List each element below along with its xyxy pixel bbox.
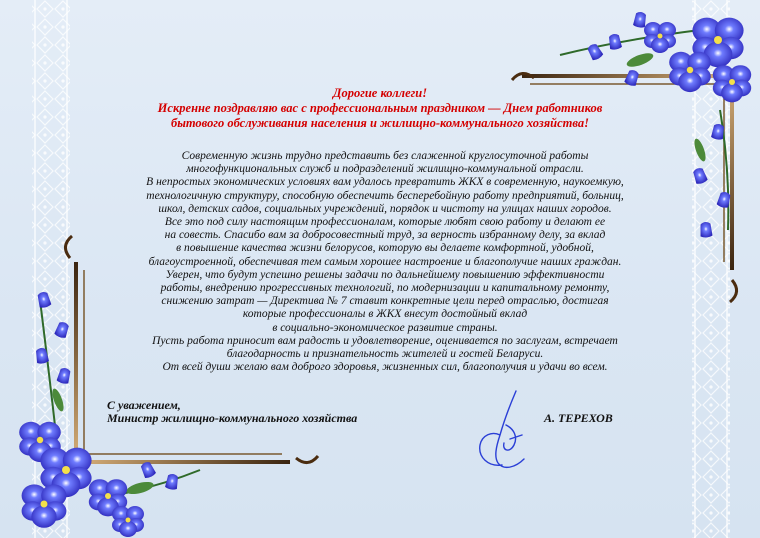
body-line: в социально-экономическое развитие страны.: [272, 321, 498, 334]
body-line: Современную жизнь трудно представить без слаженной круглосуточной работы: [181, 150, 589, 162]
body-line: на совесть. Спасибо вам за добросовестный труд, за верность избранному делу, за вклад: [164, 229, 606, 242]
letter-body: [95, 150, 675, 374]
body-line: в повышение качества жизни белорусов, которую вы делаете комфортной, удобной,: [176, 242, 594, 255]
body-line: В непростых экономических условиях вам удалось превратить ЖКХ в современную, наукоемкую,: [146, 176, 624, 189]
greeting-line-2: Искренне поздравляю вас с профессиональным праздником — Днем работников: [157, 101, 603, 115]
body-line: От всей души желаю вам доброго здоровья, жизненных сил, благополучия и удачи во всем.: [162, 361, 608, 374]
handwritten-signature: [470, 385, 550, 475]
body-line: работы, внедрению прогрессивных технологий, по модернизации и капитальному ремонту,: [160, 282, 610, 295]
greeting-line-3: бытового обслуживания населения и жилищно-коммунального хозяйства!: [170, 116, 590, 130]
greeting-salutation: Дорогие коллеги!: [332, 86, 428, 100]
minister-name: А. ТЕРЕХОВ: [544, 411, 613, 425]
body-line: благоустроенной, обеспечивая тем самым хорошее настроение и благополучие наших граждан.: [148, 255, 622, 268]
body-line: многофункциональных служб и подразделений жилищно-коммунальной отрасли.: [186, 163, 584, 176]
body-line: Пусть работа приносит вам радость и удовлетворение, оценивается по заслугам, встречает: [152, 334, 618, 347]
body-line: школ, детских садов, социальных учреждений, порядок и чистоту на улицах наших городов.: [158, 202, 612, 215]
body-line: Уверен, что будут успешно решены задачи по дальнейшему повышению эффективности: [165, 268, 605, 281]
minister-position: Министр жилищно-коммунального хозяйства: [107, 411, 358, 425]
body-line: Все это под силу настоящим профессионалам, которые любят свою работу и делают ее: [164, 216, 606, 229]
body-line: благодарность и признательность жителей и гостей Беларуси.: [226, 348, 544, 361]
body-line: снижению затрат — Директива № 7 ставит конкретные цели перед отраслью, достигая: [161, 295, 609, 308]
body-line: которые профессионалы в ЖКХ внесут достойный вклад: [242, 308, 528, 321]
body-line: технологичную структуру, способную обеспечить бесперебойную работу предприятий, больниц,: [146, 189, 624, 202]
regards-text: С уважением,: [107, 398, 181, 412]
